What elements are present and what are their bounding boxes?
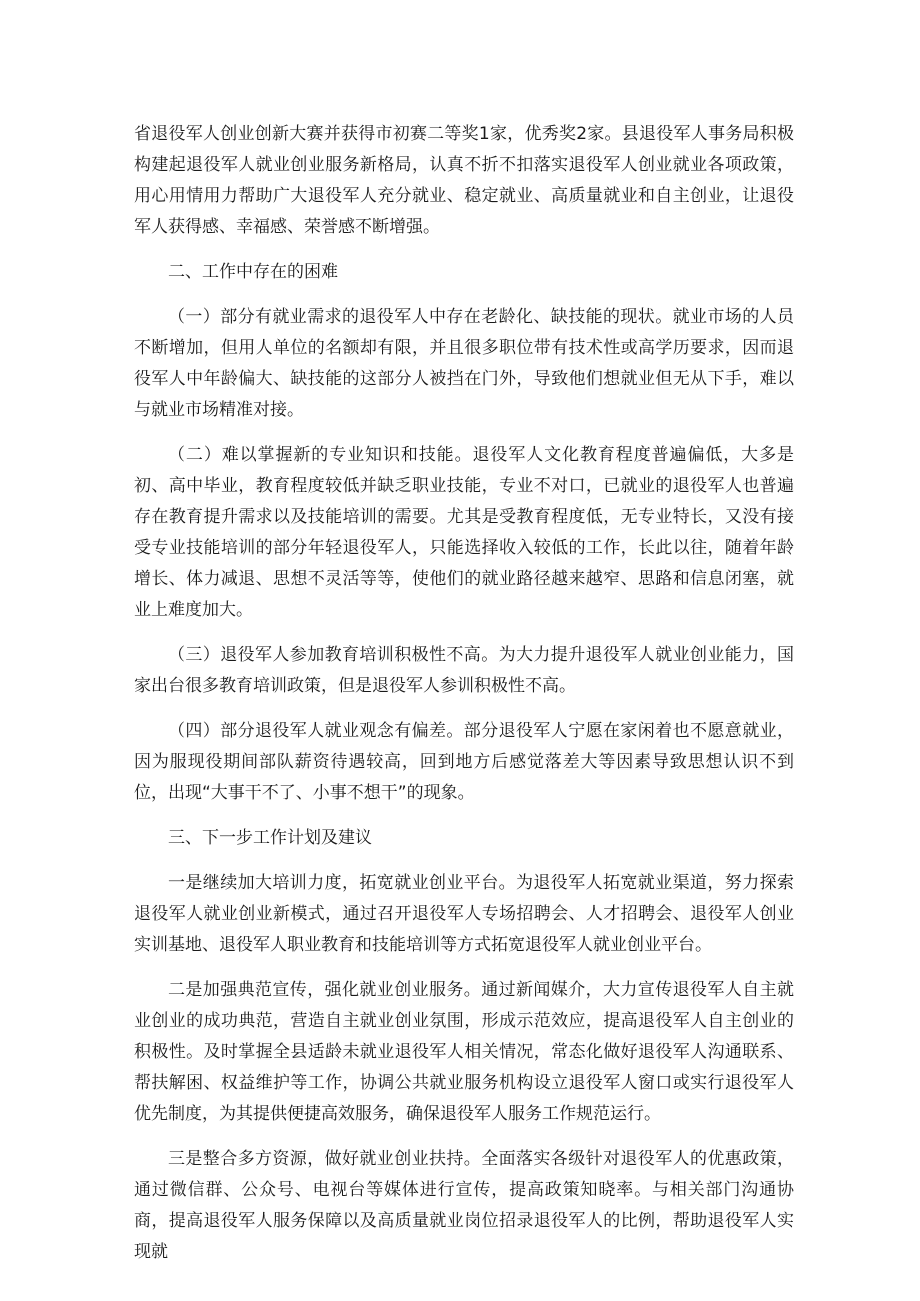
paragraph-plan-3: 三是整合多方资源，做好就业创业扶持。全面落实各级针对退役军人的优惠政策，通过微信群、公众号、电视台等媒体进行宣传，提高政策知晓率。与相关部门沟通协商，提高退役军人服务保障以及高质量就业岗位招录退役军人的比例，帮助退役军人实现就 xyxy=(134,1149,794,1262)
paragraph-difficulty-1: （一）部分有就业需求的退役军人中存在老龄化、缺技能的现状。就业市场的人员不断增加，但用人单位的名额却有限，并且很多职位带有技术性或高学历要求，因而退役军人中年龄偏大、缺技能的这部分人被挡在门外，导致他们想就业但无从下手，难以与就业市场精准对接。 xyxy=(134,307,794,420)
paragraph-plan-1: 一是继续加大培训力度，拓宽就业创业平台。为退役军人拓宽就业渠道，努力探索退役军人就业创业新模式，通过召开退役军人专场招聘会、人才招聘会、退役军人创业实训基地、退役军人职业教育和技能培训等方式拓宽退役军人就业创业平台。 xyxy=(134,873,794,955)
section-heading-next-steps: 三、下一步工作计划及建议 xyxy=(168,828,372,848)
paragraph-intro: 省退役军人创业创新大赛并获得市初赛二等奖1家，优秀奖2家。县退役军人事务局积极构建起退役军人就业创业服务新格局，认真不折不扣落实退役军人创业就业各项政策，用心用情用力帮助广大退役军人充分就业、稳定就业、高质量就业和自主创业，让退役军人获得感、幸福感、荣誉感不断增强。 xyxy=(134,124,794,237)
section-heading-difficulties: 二、工作中存在的困难 xyxy=(168,262,338,282)
paragraph-difficulty-3: （三）退役军人参加教育培训积极性不高。为大力提升退役军人就业创业能力，国家出台很多教育培训政策，但是退役军人参训积极性不高。 xyxy=(134,645,794,696)
document-body xyxy=(134,119,794,1282)
paragraph-difficulty-2: （二）难以掌握新的专业知识和技能。退役军人文化教育程度普遍偏低，大多是初、高中毕业，教育程度较低并缺乏职业技能，专业不对口，已就业的退役军人也普遍存在教育提升需求以及技能培训的需要。尤其是受教育程度低，无专业特长，又没有接受专业技能培训的部分年轻退役军人，只能选择收入较低的工作，长此以往，随着年龄增长、体力减退、思想不灵活等等，使他们的就业路径越来越窄、思路和信息闭塞，就业上难度加大。 xyxy=(134,445,794,620)
paragraph-difficulty-4: （四）部分退役军人就业观念有偏差。部分退役军人宁愿在家闲着也不愿意就业，因为服现役期间部队薪资待遇较高，回到地方后感觉落差大等因素导致思想认识不到位，出现“大事干不了、小事不想干”的现象。 xyxy=(134,721,794,803)
paragraph-plan-2: 二是加强典范宣传，强化就业创业服务。通过新闻媒介，大力宣传退役军人自主就业创业的成功典范，营造自主就业创业氛围，形成示范效应，提高退役军人自主创业的积极性。及时掌握全县适龄未就业退役军人相关情况，常态化做好退役军人沟通联系、帮扶解困、权益维护等工作，协调公共就业服务机构设立退役军人窗口或实行退役军人优先制度，为其提供便捷高效服务，确保退役军人服务工作规范运行。 xyxy=(134,980,794,1124)
